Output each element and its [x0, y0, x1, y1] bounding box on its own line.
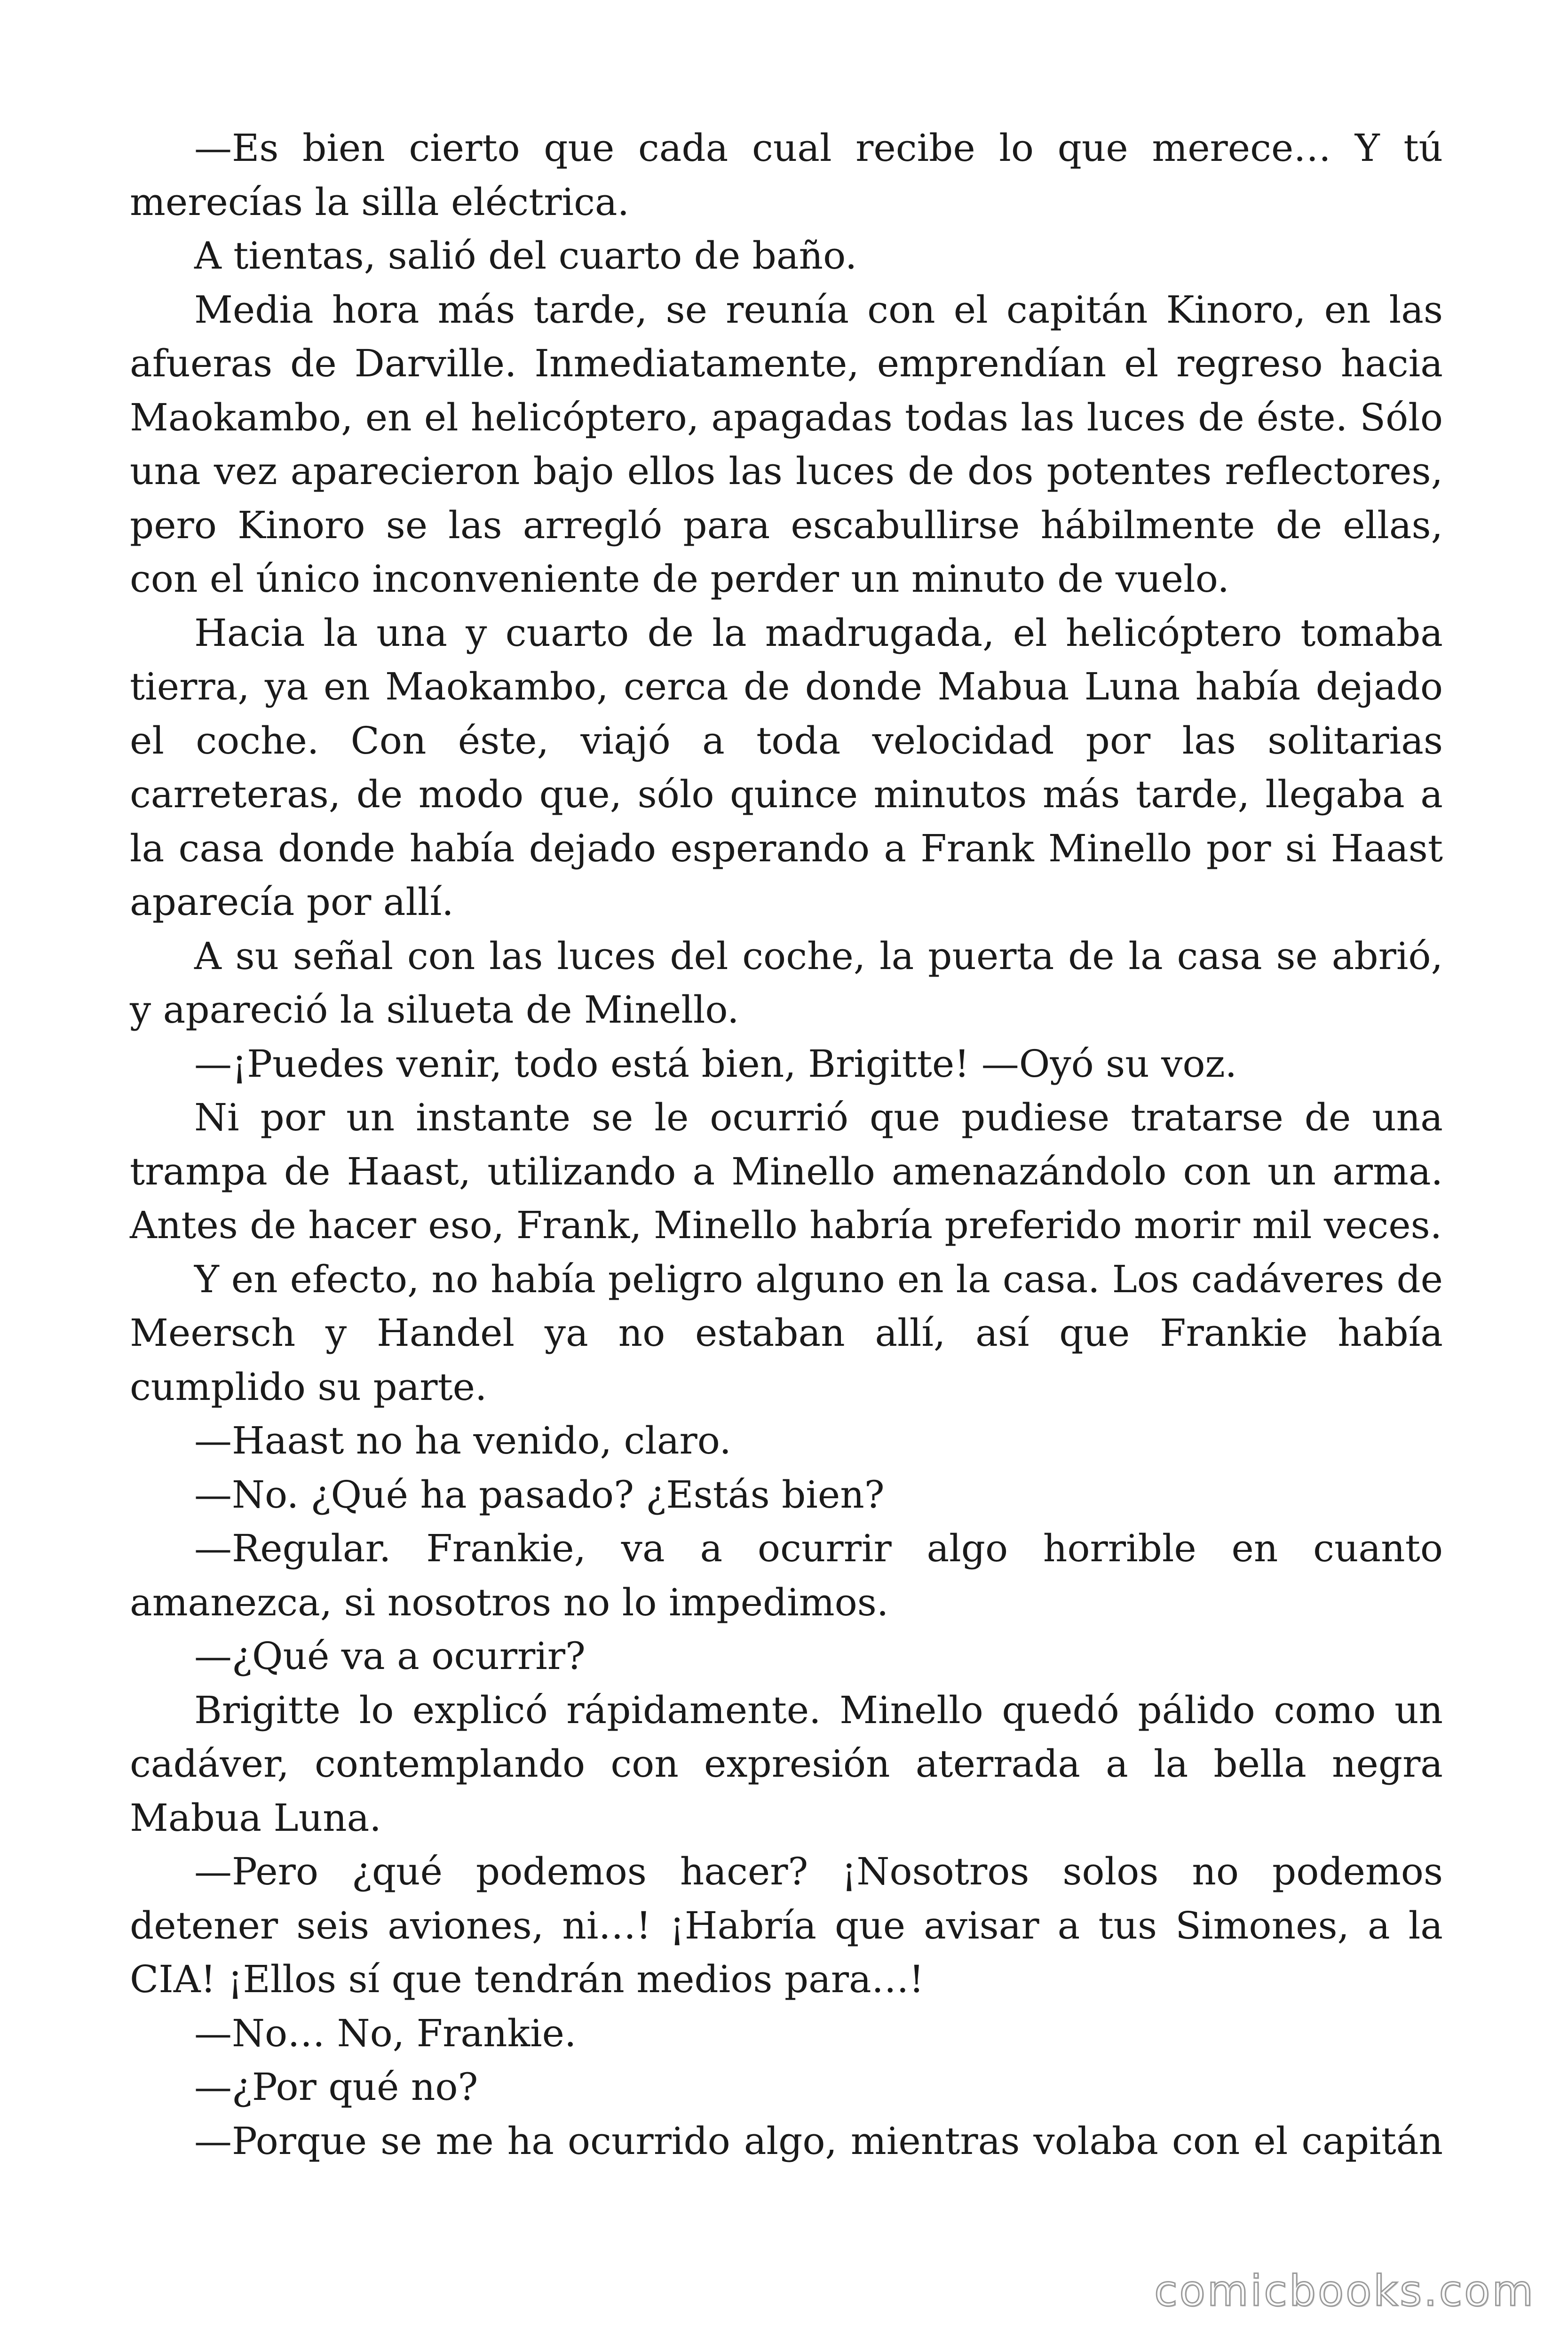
paragraph: —¿Qué va a ocurrir?	[194, 1634, 586, 1678]
paragraph: —No… No, Frankie.	[194, 2011, 577, 2055]
paragraph: —¿Por qué no?	[194, 2065, 478, 2109]
paragraph: Brigitte lo explicó rápidamente. Minello quedó pálido como un cadáver, contemplando con expresión aterrada a la bella negra Mabua Luna.	[130, 1688, 1443, 1840]
body-text	[130, 121, 1443, 2168]
paragraph: —Es bien cierto que cada cual recibe lo que merece… Y tú merecías la silla eléctrica.	[130, 126, 1443, 224]
paragraph: Hacia la una y cuarto de la madrugada, el helicóptero tomaba tierra, ya en Maokambo, cerca de donde Mabua Luna había dejado el coche. Con éste, viajó a toda velocidad por las solitarias carreteras, de modo que, sólo quince minutos más tarde, llegaba a la casa donde había dejado esperando a Frank Minello por si Haast aparecía por allí.	[130, 611, 1443, 924]
paragraph: —Porque se me ha ocurrido algo, mientras volaba con el capitán	[194, 2119, 1443, 2163]
paragraph: —¡Puedes venir, todo está bien, Brigitte! —Oyó su voz.	[194, 1041, 1237, 1086]
paragraph: Ni por un instante se le ocurrió que pudiese tratarse de una trampa de Haast, utilizando a Minello amenazándolo con un arma. Antes de hacer eso, Frank, Minello habría preferido morir mil veces.	[130, 1096, 1443, 1247]
paragraph: —No. ¿Qué ha pasado? ¿Estás bien?	[194, 1472, 885, 1517]
paragraph: Media hora más tarde, se reunía con el capitán Kinoro, en las afueras de Darville. Inmediatamente, emprendían el regreso hacia Maokambo, en el helicóptero, apagadas todas las luces de éste. Sólo una vez aparecieron bajo ellos las luces de dos potentes reflectores, pero Kinoro se las arregló para escabullirse hábilmente de ellas, con el único inconveniente de perder un minuto de vuelo.	[130, 287, 1443, 601]
paragraph: A tientas, salió del cuarto de baño.	[194, 234, 857, 278]
paragraph: —Pero ¿qué podemos hacer? ¡Nosotros solos no podemos detener seis aviones, ni…! ¡Habría que avisar a tus Simones, a la CIA! ¡Ellos sí que tendrán medios para…!	[130, 1850, 1443, 2001]
paragraph: Y en efecto, no había peligro alguno en la casa. Los cadáveres de Meersch y Handel ya no estaban allí, así que Frankie había cumplido su parte.	[130, 1257, 1443, 1409]
watermark: comicbooks.com	[1154, 2266, 1535, 2316]
paragraph: A su señal con las luces del coche, la puerta de la casa se abrió, y apareció la silueta de Minello.	[130, 934, 1443, 1032]
paragraph: —Regular. Frankie, va a ocurrir algo horrible en cuanto amanezca, si nosotros no lo impedimos.	[130, 1526, 1443, 1624]
paragraph: —Haast no ha venido, claro.	[194, 1419, 731, 1462]
